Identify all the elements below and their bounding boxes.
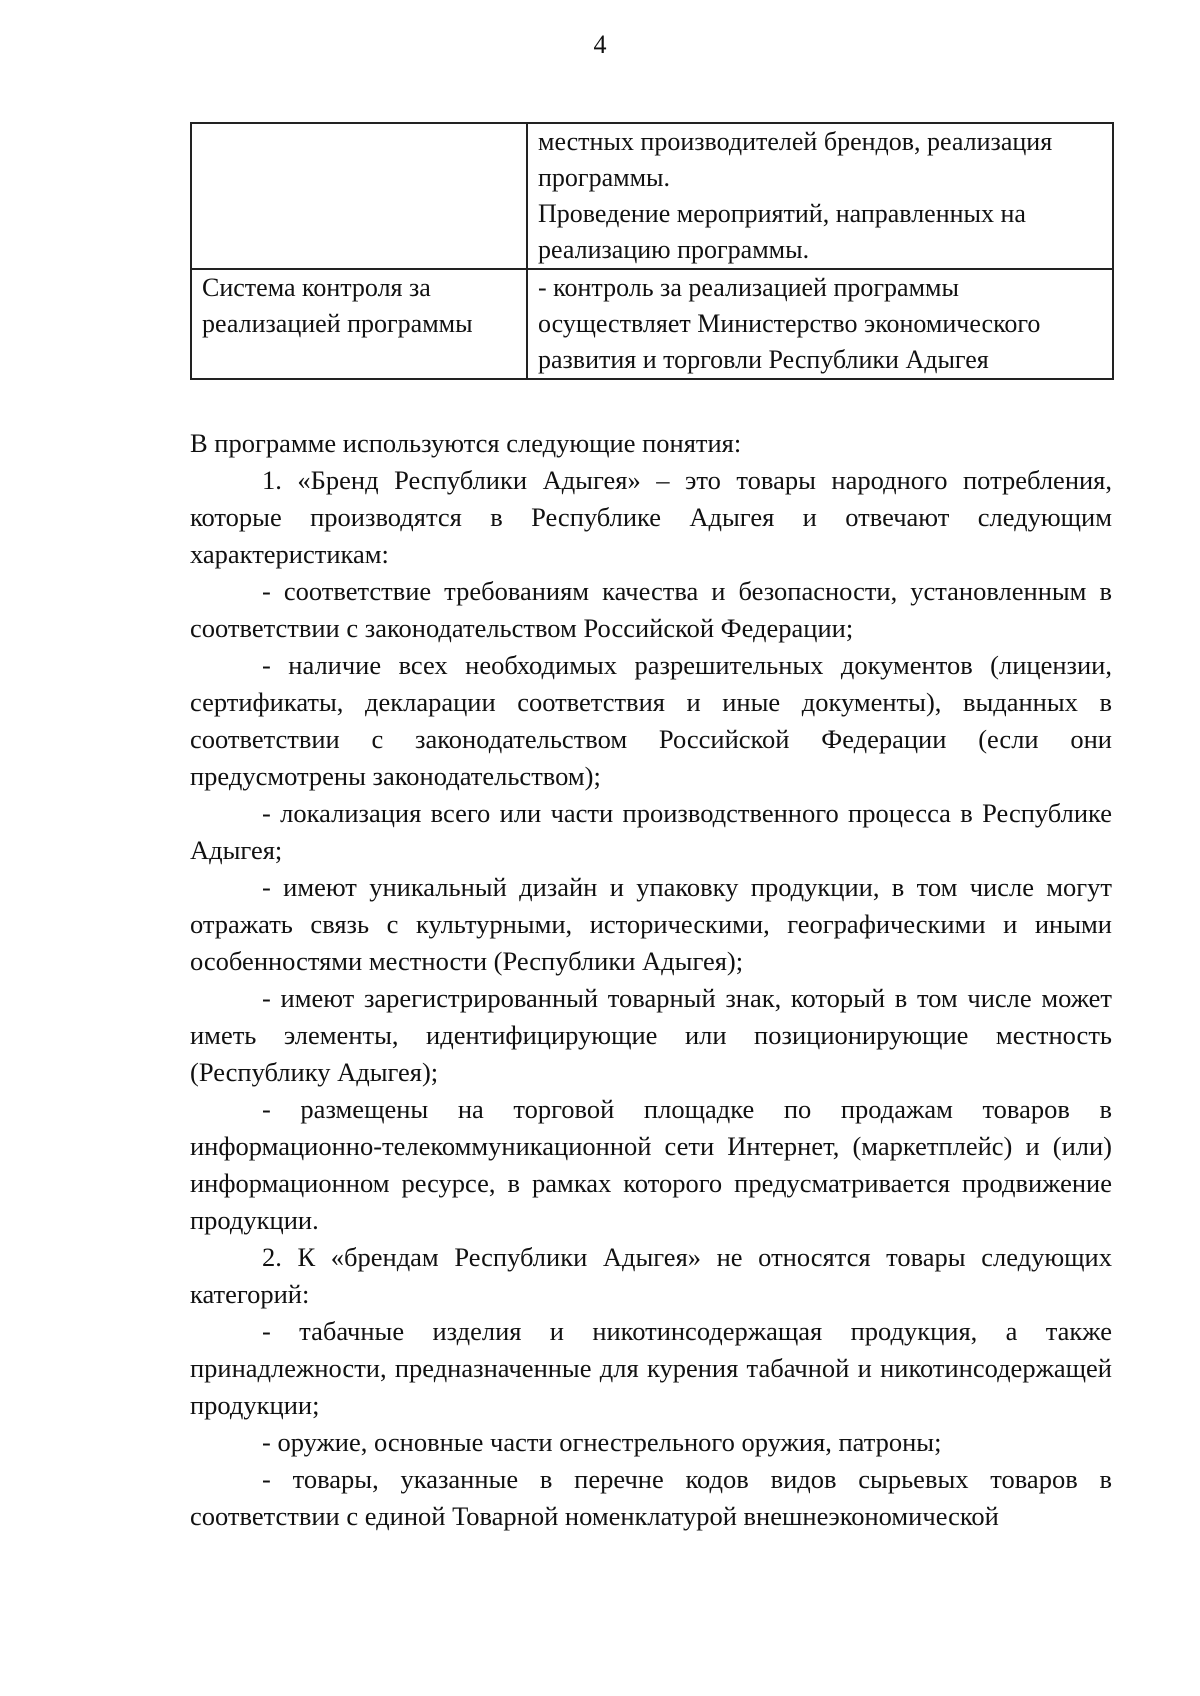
paragraph: - товары, указанные в перечне кодов видов сырьевых товаров в соответствии с единой Товарной номенклатурой внешнеэкономической (190, 1464, 1112, 1531)
table-cell-line: местных производителей брендов, реализация программы. (538, 127, 1053, 192)
paragraph: - локализация всего или части производственного процесса в Республике Адыгея; (190, 798, 1112, 865)
paragraph: 2. К «брендам Республики Адыгея» не относятся товары следующих категорий: (190, 1242, 1112, 1309)
table-cell-value (527, 123, 1113, 269)
paragraph: 1. «Бренд Республики Адыгея» – это товары народного потребления, которые производятся в Республике Адыгея и отвечают следующим характеристикам: (190, 465, 1112, 569)
table-cell-line: Проведение мероприятий, направленных на реализацию программы. (538, 199, 1026, 264)
paragraph: - табачные изделия и никотинсодержащая продукция, а также принадлежности, предназначенные для курения табачной и никотинсодержащей продукции; (190, 1316, 1112, 1420)
table-row (191, 123, 1113, 269)
table-row (191, 269, 1113, 379)
table-cell-value: - контроль за реализацией программы осуществляет Министерство экономического развития и торговли Республики Адыгея (527, 269, 1113, 379)
paragraph: - оружие, основные части огнестрельного оружия, патроны; (262, 1427, 942, 1457)
paragraph: - наличие всех необходимых разрешительных документов (лицензии, сертификаты, декларации соответствия и иные документы), выданных в соответствии с законодательством Российской Федерации (если они предусмотрены законодательством); (190, 650, 1112, 791)
paragraph: - соответствие требованиям качества и безопасности, установленным в соответствии с законодательством Российской Федерации; (190, 576, 1112, 643)
paragraph: - имеют зарегистрированный товарный знак, который в том числе может иметь элементы, идентифицирующие или позиционирующие местность (Республику Адыгея); (190, 983, 1112, 1087)
paragraph: - размещены на торговой площадке по продажам товаров в информационно-телекоммуникационной сети Интернет, (маркетплейс) и (или) информационном ресурсе, в рамках которого предусматривается продвижение продукции. (190, 1094, 1112, 1235)
table-cell-label (191, 123, 527, 269)
page-number: 4 (593, 30, 607, 59)
table-cell-label: Система контроля за реализацией программы (191, 269, 527, 379)
paragraph: - имеют уникальный дизайн и упаковку продукции, в том числе могут отражать связь с культурными, историческими, географическими и иными особенностями местности (Республики Адыгея); (190, 872, 1112, 976)
document-body (190, 425, 1112, 1535)
paragraph-intro: В программе используются следующие понятия: (190, 428, 742, 458)
program-table (190, 122, 1114, 380)
